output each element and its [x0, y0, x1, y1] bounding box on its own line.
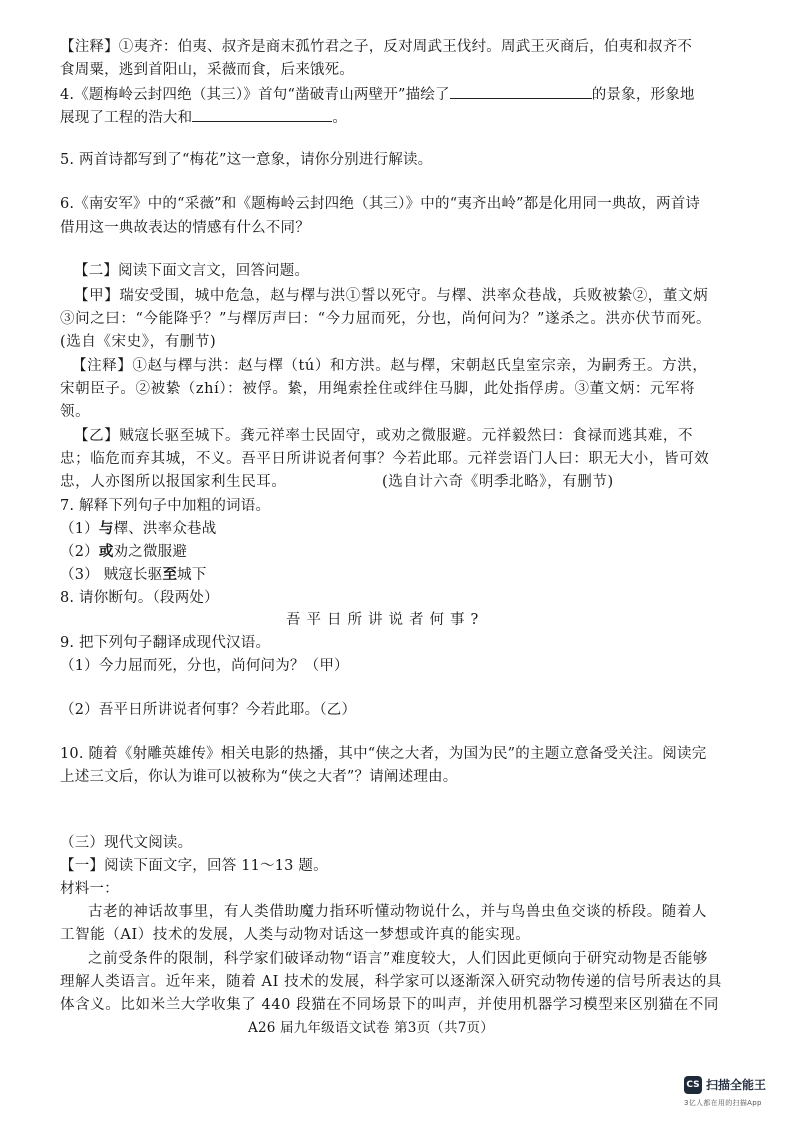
passage-jia-line: 【甲】瑞安受围，城中危急，赵与檡与洪①誓以死守。与檡、洪率众巷战，兵败被絷②，董文炳 [74, 288, 709, 304]
question-9-item-1: （1）今力屈而死，分也，尚何问为？（甲） [60, 658, 349, 674]
question-4-line-1 [60, 84, 695, 105]
passage-yi-line: 忠，人亦图所以报国家利生民耳。 [60, 474, 287, 490]
passage-jia-line: ③问之曰：“今能降乎？”与檡厉声曰：“今力屈而死，分也，尚何问为？”遂杀之。洪亦伏节而死。 [60, 311, 712, 327]
watermark-app-name: 扫描全能王 [706, 1078, 767, 1092]
question-7-item-1: （1）与檡、洪率众巷战 [60, 520, 217, 537]
passage-yi-line: 忠；临危而弃其城，不义。吾平日所讲说者何事？今若此耶。元祥尝语门人曰：职无大小，皆可效 [60, 451, 710, 467]
question-10-line-1: 10. 随着《射雕英雄传》相关电影的热播，其中“侠之大者，为国为民”的主题立意备受关注。阅读完 [60, 746, 707, 762]
reading-paragraph-line: 工智能（AI）技术的发展，人类与动物对话这一梦想或许真的能实现。 [60, 927, 531, 943]
material-label: 材料一： [60, 881, 119, 897]
question-9: 9. 把下列句子翻译成现代汉语。 [60, 635, 271, 651]
reading-paragraph-line: 之前受条件的限制，科学家们破译动物“语言”难度较大，人们因此更倾向于研究动物是否能够 [88, 951, 709, 967]
annotation-line: 宋朝臣子。②被絷（zhí）：被俘。絷，用绳索拴住或绊住马脚，此处指俘虏。③董文炳：元军将 [60, 381, 696, 397]
reading-paragraph-line: 理解人类语言。近年来，随着 AI 技术的发展，科学家可以逐渐深入研究动物传递的信号所表达的具 [60, 974, 723, 990]
annotation-line: 【注释】①赵与檡与洪：赵与檡（tú）和方洪。赵与檡，宋朝赵氏皇室宗亲，为嗣秀王。方洪， [72, 358, 708, 374]
passage-yi-line: 【乙】贼寇长驱至城下。龚元祥率士民固守，或劝之微服避。元祥毅然曰：食禄而逃其难，不 [74, 428, 694, 444]
bold-word: 与 [98, 520, 114, 537]
passage-jia-source: (选自《宋史》，有删节) [60, 334, 217, 350]
scanner-watermark [684, 1076, 784, 1112]
question-8: 8. 请你断句。（段两处） [60, 590, 219, 606]
reading-paragraph-line: 体含义。比如米兰大学收集了 440 段猫在不同场景下的叫声，并使用机器学习模型来区别猫在不同 [60, 997, 719, 1013]
q4-answer-blank-1[interactable] [450, 84, 592, 99]
q4-text: 的景象，形象地 [591, 87, 695, 103]
section-2-heading: 【二】阅读下面文言文，回答问题。 [74, 263, 310, 279]
camscanner-logo-icon: CS [684, 1076, 702, 1094]
annotation-line: 领。 [60, 404, 91, 420]
question-7: 7. 解释下列句子中加粗的词语。 [60, 498, 271, 514]
question-6-line-1: 6.《南安军》中的“采薇”和《题梅岭云封四绝（其三）》中的“夷齐出岭”都是化用同一典故，两首诗 [60, 196, 701, 212]
watermark-tagline: 3亿人都在用的扫描App [684, 1099, 762, 1107]
question-4-line-2 [60, 107, 347, 128]
q4-text: 4.《题梅岭云封四绝（其三）》首句“凿破青山两壁开”描绘了 [60, 87, 450, 103]
page-footer: A26 届九年级语文试卷 第3页（共7页） [248, 1020, 494, 1036]
q4-answer-blank-2[interactable] [192, 107, 332, 122]
question-6-line-2: 借用这一典故表达的情感有什么不同？ [60, 220, 310, 236]
annotation-line: 【注释】①夷齐：伯夷、叔齐是商末孤竹君之子，反对周武王伐纣。周武王灭商后，伯夷和叔齐不 [60, 39, 693, 55]
question-7-item-3: （3） 贼寇长驱至城下 [60, 566, 207, 583]
section-3-heading: （三）现代文阅读。 [60, 835, 193, 851]
question-9-item-2: （2）吾平日所讲说者何事？今若此耶。（乙） [60, 702, 357, 718]
reading-paragraph-line: 古老的神话故事里，有人类借助魔力指环听懂动物说什么，并与鸟兽虫鱼交谈的桥段。随着人 [88, 904, 708, 920]
passage-yi-source: (选自计六奇《明季北略》，有删节) [382, 474, 614, 490]
question-8-sentence: 吾平日所讲说者何事? [286, 612, 485, 628]
bold-word: 或 [98, 543, 114, 560]
question-5: 5. 两首诗都写到了“梅花”这一意象，请你分别进行解读。 [60, 152, 433, 168]
annotation-line: 食周粟，逃到首阳山，采薇而食，后来饿死。 [60, 62, 354, 78]
bold-word: 至 [162, 566, 178, 583]
question-10-line-2: 上述三文后，你认为谁可以被称为“侠之大者”？请阐述理由。 [60, 769, 458, 785]
section-3-subheading: 【一】阅读下面文字，回答 11～13 题。 [60, 858, 328, 874]
question-7-item-2: （2）或劝之微服避 [60, 543, 188, 560]
q4-text: 展现了工程的浩大和 [60, 110, 193, 126]
q4-text: 。 [332, 110, 348, 126]
